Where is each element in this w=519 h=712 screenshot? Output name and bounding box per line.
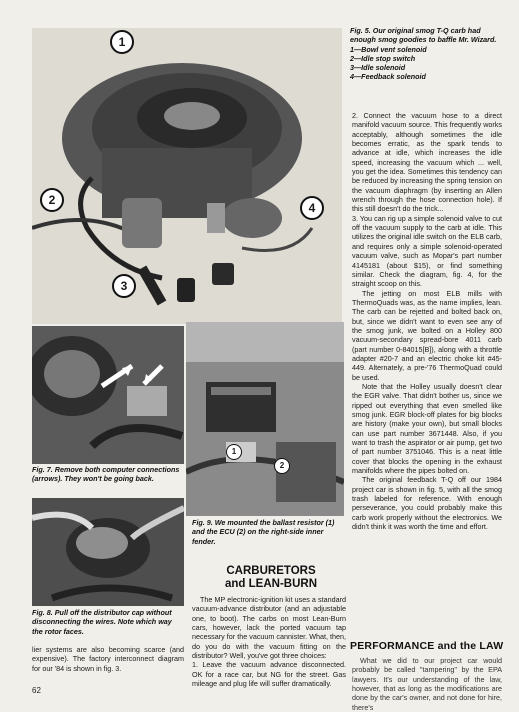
fig8-photo xyxy=(32,498,184,606)
callout-1: 1 xyxy=(110,30,134,54)
paragraph: 1. Leave the vacuum advance disconnected. OK for a race car, but NG for the street. Gas mileage and plug life will suffer dramatically. xyxy=(192,660,346,689)
fig7-caption: Fig. 7. Remove both computer connections (arrows). They won't be going back. xyxy=(32,465,180,484)
left-bottom-text: lier systems are also becoming scarce (and expensive). The factory interconnect diagram for our '84 is shown in fig. 3. xyxy=(32,645,184,673)
fig5-item-1: 1—Bowl vent solenoid xyxy=(350,44,427,54)
paragraph: The original feedback T-Q off our 1984 project car is shown in fig. 5, with all the smog trash labeled for reference. With enough perseverance, you could probably make this carb work properly without the electronics. We didn't think it was worth the time and effort. xyxy=(352,475,502,532)
ballast-ecu-image xyxy=(186,322,344,516)
paragraph: Note that the Holley usually doesn't clear the EGR valve. That didn't bother us, since we ripped out everything that even smelled like smog junk. EGR block-off plates for big blocks are history (make your own), but small blocks can use part number 3671448. Also, if you want to trash the aspirator or air pump, get two of part number 3751046. This is a neat little cover that blocks the opening in the exhaust manifolds where the pipes bolted on. xyxy=(352,381,502,476)
fig9-callout-2: 2 xyxy=(274,458,290,474)
performance-text: What we did to our project car would probably be called "tampering" by the EPA lawyers. It's our understanding of the law, however, that as long as the modifications are done by the car's owner, and not done for hire, there's xyxy=(352,656,502,712)
fig8-caption: Fig. 8. Pull off the distributor cap without disconnecting the wires. Note which way the rotor faces. xyxy=(32,608,172,636)
page-number: 62 xyxy=(32,686,41,695)
fig9-caption: Fig. 9. We mounted the ballast resistor (1) and the ECU (2) on the right-side inner fender. xyxy=(192,518,335,546)
fig5-item-2: 2—Idle stop switch xyxy=(350,53,416,63)
fig5-item-4: 4—Feedback solenoid xyxy=(350,72,426,82)
callout-4: 4 xyxy=(300,196,324,220)
fig5-caption xyxy=(350,26,502,82)
section-heading xyxy=(196,565,346,591)
paragraph: The jetting on most ELB mills with ThermoQuads was, as the name implies, lean. The carb can be rejetted and bolted back on, but, since we didn't want to even see any of the smog junk, we bolted on a Holley 800 vacuum-secondary spread-bore 4011 carb (part number 0-84015[B]), along with a throttle adapter #20-7 and an electric choke kit #45-449. Alternately, a pre-'76 ThermoQuad could be used. xyxy=(352,288,502,382)
paragraph: 3. You can rig up a simple solenoid valve to cut off the vacuum supply to the carb at idle. This utilizes the original idle switch on the ELB carb, and requires only a simple solenoid-operated vacuum valve, such as Mopar's part number 4145181 (about $15), or find something similar. Check the diagram, fig. 4, for the straight scoop on this. xyxy=(352,213,502,289)
fig5-item-3: 3—Idle solenoid xyxy=(350,63,406,73)
fig5-caption-text: Fig. 5. Our original smog T-Q carb had enough smog goodies to baffle Mr. Wizard. xyxy=(350,26,497,45)
fig9-callout-1: 1 xyxy=(226,444,242,460)
callout-3: 3 xyxy=(112,274,136,298)
fig7-photo xyxy=(32,326,184,464)
fig5-photo xyxy=(32,28,342,324)
callout-2: 2 xyxy=(40,188,64,212)
performance-heading: PERFORMANCE and the LAW xyxy=(350,640,504,652)
fig9-photo xyxy=(186,322,344,516)
computer-connections-image xyxy=(32,326,184,464)
carburetor-image xyxy=(32,28,342,324)
middle-column-text xyxy=(192,595,346,688)
paragraph: The MP electronic-ignition kit uses a standard vacuum-advance distributor (and an adjustable one, to boot). The carbs on most Lean-Burn cars, however, lack the ported vacuum tap necessary for the vacuum cannister. What, then, do you do with the vacuum fitting on the distributor? Well, you've got three choices: xyxy=(192,595,346,661)
heading-line-1: CARBURETORS xyxy=(226,565,316,577)
paragraph: 2. Connect the vacuum hose to a direct manifold vacuum source. This frequently works acceptably, although sometimes the idle becomes erratic, as the spark tends to advance at idle, which increases the idle speed, increasing the vacuum which ... well, you get the idea. Sometimes this tendency can be reduced by increasing the spring tension on the vacuum diaphragm (by inserting an Allen wrench through the hose connection hole). If this still doesn't do the trick... xyxy=(352,111,502,214)
right-column-text xyxy=(352,111,502,531)
distributor-cap-image xyxy=(32,498,184,606)
heading-line-2: and LEAN-BURN xyxy=(225,578,317,590)
